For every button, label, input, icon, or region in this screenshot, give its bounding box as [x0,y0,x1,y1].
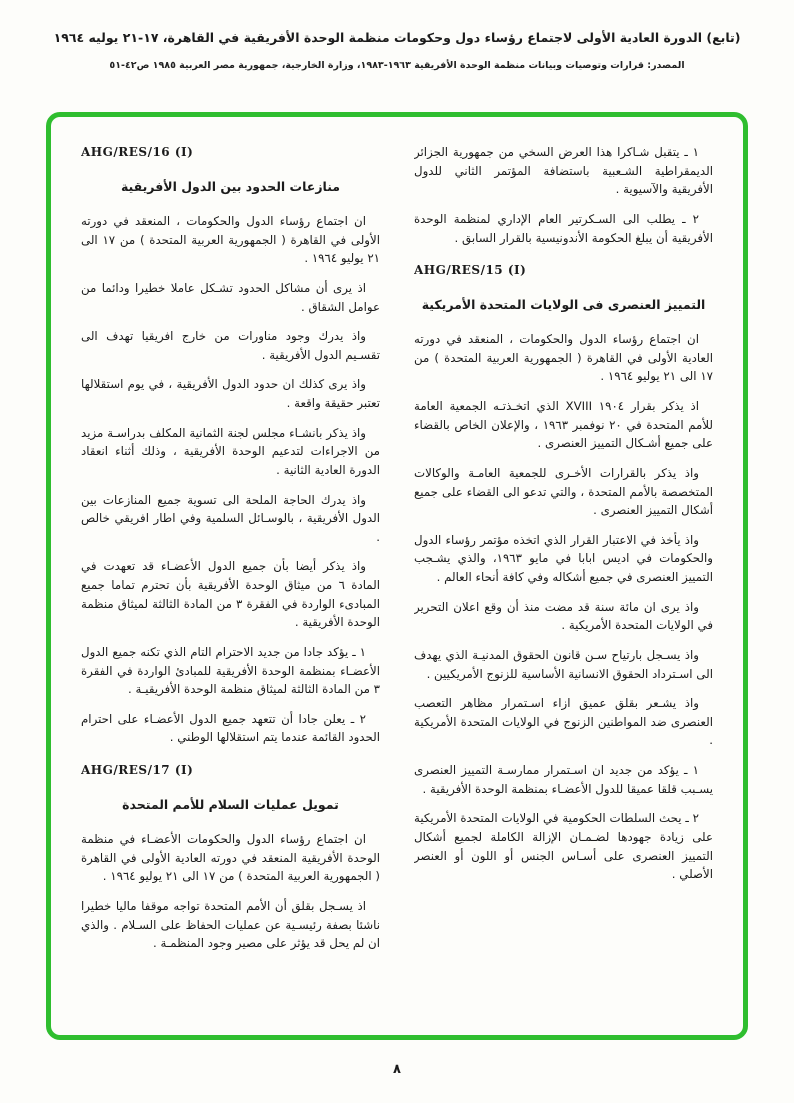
paragraph: ١ ـ يؤكد جادا من جديد الاحترام التام الذي تكنه جميع الدول الأعضـاء بمنظمة الوحدة الأفريقية للمبادئ الواردة في الفقرة ٣ من المادة الثالثة لميثاق منظمة الوحدة الأفريقيـة . [81,644,380,697]
paragraph: واذ يذكر أيضا بأن جميع الدول الأعضـاء قد تعهدت في المادة ٦ من ميثاق الوحدة الأفريقية بأن تحترم تماما جميع المبادىء الواردة في الفقرة ٣ من المادة الثالثة لميثاق منظمة الوحدة الأفريقية . [81,559,380,630]
resolution-code: AHG/RES/16 (I) [81,145,194,159]
paragraph: واذ يذكر بالقرارات الأخـرى للجمعية العامـة والوكالات المتخصصة بالأمم المتحدة ، والتي تدعو الى القضاء على جميع أشكال التمييز العنصرى . [414,465,713,518]
paragraph: واذ يرى كذلك ان حدود الدول الأفريقية ، في يوم استقلالها تعتبر حقيقة واقعة . [81,377,380,410]
paragraph: ان اجتماع رؤساء الدول والحكومات الأعضـاء في منظمة الوحدة الأفريقية المنعقد في دورته العادية الأولى في القاهرة ( الجمهورية العربية المتحدة ) من ١٧ الى ٢١ يوليو ١٩٦٤ . [81,832,380,884]
paragraph: ٢ ـ يطلب الى السـكرتير العام الإداري لمنظمة الوحدة الأفريقية أن يبلغ الحكومة الأندونيسية بالقرار السابق . [414,211,713,245]
resolution-title: التمييز العنصرى فى الولايات المتحدة الأمريكية [421,297,706,313]
two-column-layout [81,143,713,1019]
paragraph: اذ يرى أن مشاكل الحدود تشـكل عاملا خطيرا ودائما من عوامل الشقاق . [81,280,380,314]
paragraph: ان اجتماع رؤساء الدول والحكومات ، المنعقد في دورته العادية الأولى في القاهرة ( الجمهورية العربية المتحدة ) من ١٧ الى ٢١ يوليو ١٩٦٤ . [414,332,713,384]
header-source-note: المصدر: قرارات وتوصيات وبيانات منظمة الوحدة الأفريقية ١٩٦٣-١٩٨٣، وزارة الخارجية، جمهورية مصر العربية ١٩٨٥ ص٤٢-٥١ [109,60,685,71]
resolution-code: AHG/RES/15 (I) [414,263,527,278]
header-title: (تابع) الدورة العادية الأولى لاجتماع رؤساء دول وحكومات منظمة الوحدة الأفريقية في القاهرة، ١٧-٢١ يوليه ١٩٦٤ [53,30,741,45]
page-number: ٨ [393,1062,401,1077]
paragraph: واذ يأخذ في الاعتبار القرار الذي اتخذه مؤتمر رؤساء الدول والحكومات في اديس ابابا في مايو ١٩٦٣، والذي يشـجب التمييز العنصرى في جميع أشكاله وفي كافة أنحاء العالم . [414,532,713,584]
paragraph: ان اجتماع رؤساء الدول والحكومات ، المنعقد في دورته الأولى في القاهرة ( الجمهورية العربية المتحدة ) من ١٧ الى ٢١ يوليو ١٩٦٤ . [81,214,380,266]
paragraph: واذ يدرك الحاجة الملحة الى تسوية جميع المنازعات بين الدول الأفريقية ، بالوسـائل السلمية وفي اطار افريقي خالص . [81,492,380,544]
right-column [414,143,713,1019]
paragraph: واذ يشـعر بقلق عميق ازاء اسـتمرار مظاهر التعصب العنصرى ضد المواطنين الزنوج في الولايات المتحدة الأمريكية . [414,696,713,748]
paragraph: واذ يذكر بانشـاء مجلس لجنة الثمانية المكلف بدراسـة مزيد من الاجراءات لتدعيم الوحدة الأفريقية ، وذلك أثناء انعقاد الدورة العادية الثانية . [81,425,380,477]
resolution-title: منازعات الحدود بين الدول الأفريقية [120,179,341,194]
page-header [0,0,794,71]
resolution-title: تمويل عمليات السلام للأمم المتحدة [122,797,339,812]
resolution-code: AHG/RES/17 (I) [81,763,194,777]
paragraph: واذ يسـجل بارتياح سـن قانون الحقوق المدنيـة الذي يهدف الى اسـترداد الحقوق الانسانية الأساسية للزنوج الأمريكيين . [414,647,713,681]
paragraph: اذ يذكر بقرار ١٩٠٤ XVIII الذي اتخـذتـه الجمعية العامة للأمم المتحدة في ٢٠ نوفمبر ١٩٦٣ ، والإعلان الخاص بالقضاء على جميع أشـكال التمييز العنصرى . [414,399,713,451]
paragraph: ١ ـ يؤكد من جديد ان اسـتمرار ممارسـة التمييز العنصرى يسـبب قلقا عميقا للدول الأعضـاء بمنظمة الوحدة الأفريقية . [414,763,713,796]
paragraph: ١ ـ يتقبل شـاكرا هذا العرض السخي من جمهورية الجزائر الديمقراطية الشـعبية باستضافة المؤتمر الثاني للدول الأفريقية والآسيوية . [414,145,713,197]
paragraph: ٢ ـ يعلن جادا أن تتعهد جميع الدول الأعضـاء على احترام الحدود القائمة عندما يتم استقلالها الوطني . [81,711,380,745]
paragraph: ٢ ـ يحث السلطات الحكومية في الولايات المتحدة الأمريكية على زيادة جهودها لضـمـان الإزالة الكاملة لجميع أشكال التمييز العنصرى على أسـاس الجنس أو اللون أو العنصر الأصلي . [414,811,713,882]
left-column [81,143,380,1019]
green-border-frame [46,112,748,1040]
paragraph: اذ يسـجل بقلق أن الأمم المتحدة تواجه موقفا ماليا خطيرا ناشئا بصفة رئيسـية عن عمليات الحفاظ على السـلام . والذي ان لم يحل قد يؤثر على مصير وجود المنظمـة . [81,898,380,951]
paragraph: واذ يرى ان مائة سنة قد مضت منذ أن وقع اعلان التحرير في الولايات المتحدة الأمريكية . [414,599,713,633]
paragraph: واذ يدرك وجود مناورات من خارج افريقيا تهدف الى تقسـيم الدول الأفريقية . [81,329,380,362]
